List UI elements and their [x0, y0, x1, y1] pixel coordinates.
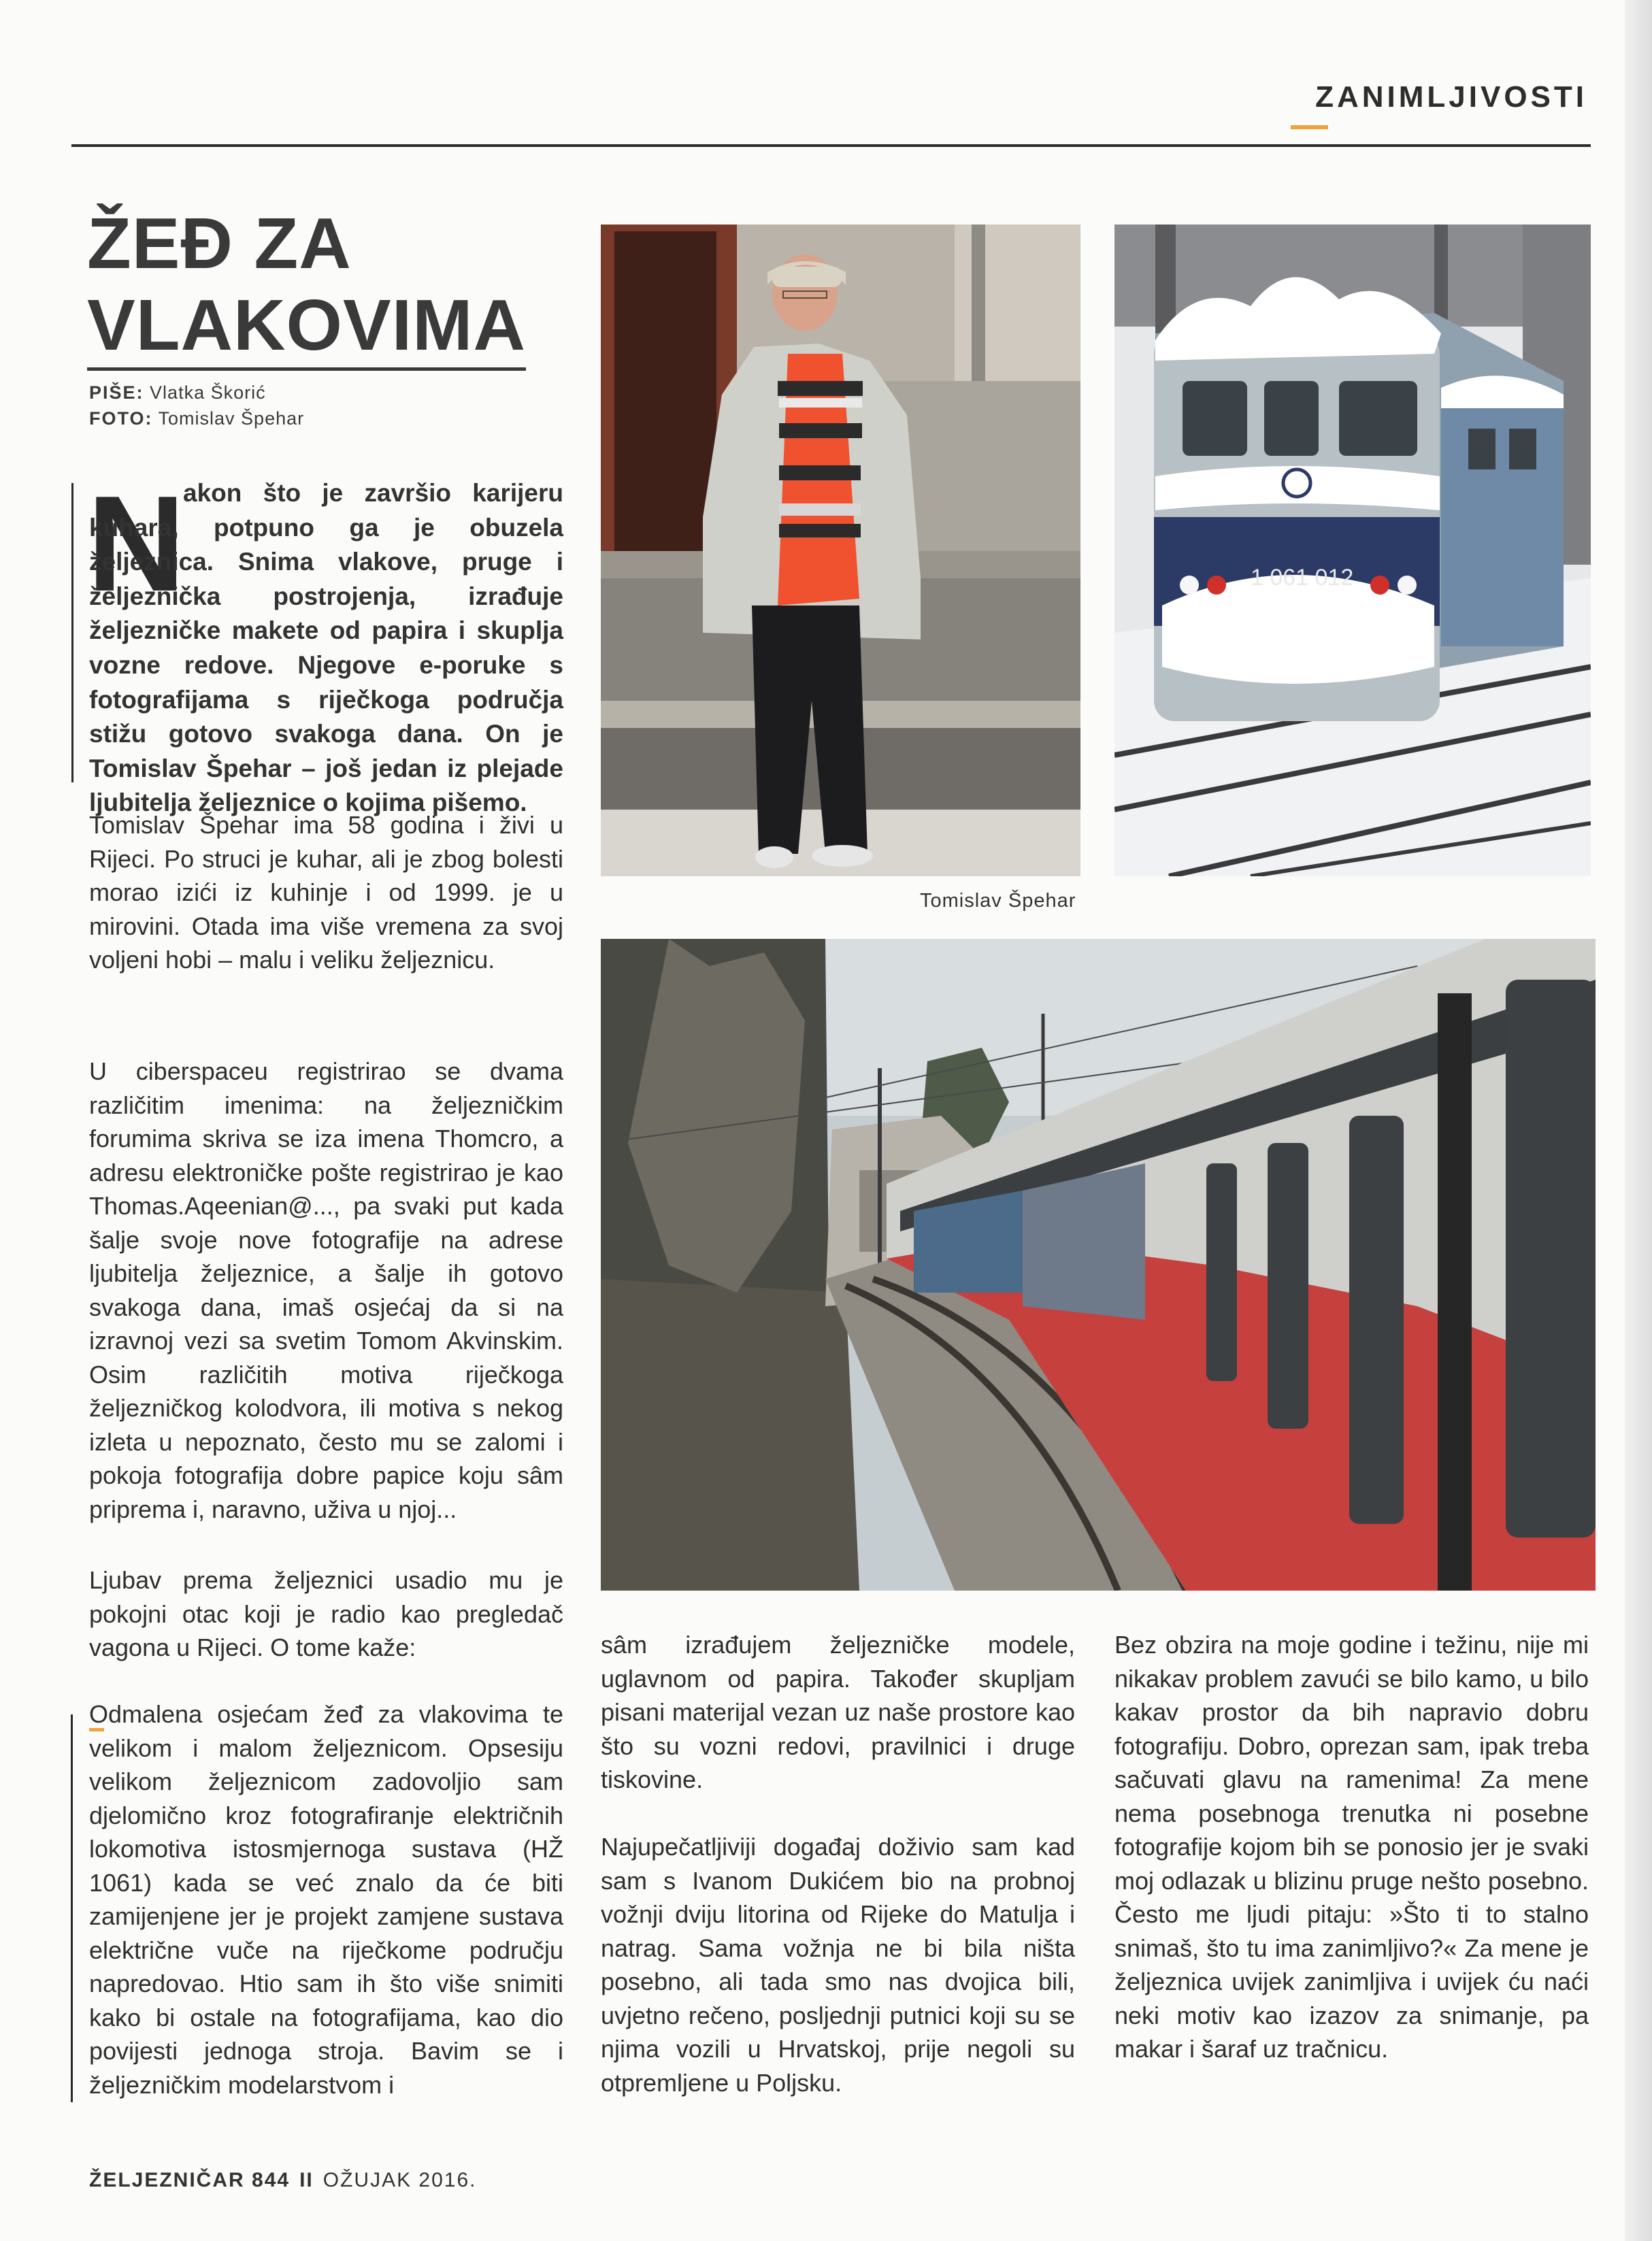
footer-separator: II — [299, 2169, 314, 2191]
train-photo — [601, 939, 1596, 1591]
author-label: PIŠE: — [89, 382, 144, 403]
lead-sidebar-line — [71, 483, 73, 782]
portrait-illustration — [601, 225, 1080, 876]
credits — [89, 380, 304, 431]
photographer-name: Tomislav Špehar — [158, 408, 305, 429]
author-name: Vlatka Škorić — [150, 382, 266, 403]
photo-credit — [89, 405, 304, 431]
section-label: ZANIMLJIVOSTI — [1315, 80, 1587, 114]
title-line-2: VLAKOVIMA — [87, 284, 526, 371]
title-line-1: ŽEĐ ZA — [87, 203, 352, 284]
article-title — [87, 203, 526, 371]
column-1-paragraph-3: Ljubav prema željeznici usadio mu je pokojni otac koji je radio kao pregledač vagona u Rijeci. O tome kaže: — [89, 1566, 563, 1661]
portrait-photo — [601, 225, 1080, 876]
lead-paragraph: akon što je završio karijeru kuhara, potpuno ga je obuzela željeznica. Snima vlakove, pruge i željeznička postrojenja, izrađuje željezničke makete od papira i skuplja vozne redove. Njegove e-poruke s fotografijama s riječkoga područja stižu gotovo svakoga dana. On je Tomislav Špehar – još jedan iz plejade ljubitelja željeznice o kojima pišemo. — [89, 479, 563, 817]
footer-magazine: ŽELJEZNIČAR 844 — [89, 2169, 291, 2191]
photo-caption: Tomislav Špehar — [920, 890, 1076, 912]
column-3-paragraph-1: Bez obzira na moje godine i težinu, nije mi nikakav problem zavući se bilo kamo, u bilo kakav prostor da bih napravio dobru fotografiju. Dobro, oprezan sam, ipak treba sačuvati glavu na ramenima! Za mene nema posebnoga trenutka ni posebne fotografije kojom bih se ponosio jer je svaki moj odlazak u blizinu pruge nešto posebno. Često me ljudi pitaju: »Što ti to stalno snimaš, što tu ima zanimljivo?« Za mene je željeznica uvijek zanimljiva i uvijek ću naći neki motiv kao izazov za snimanje, pa makar i šaraf uz tračnicu. — [1114, 1631, 1589, 2063]
page-footer — [89, 2169, 477, 2192]
quote-sidebar-line — [71, 1714, 73, 2102]
page-edge-shadow — [1625, 0, 1652, 2241]
footer-date: OŽUJAK 2016. — [323, 2169, 477, 2191]
header-rule — [71, 144, 1591, 147]
train-illustration — [601, 939, 1596, 1591]
drop-cap: N — [87, 468, 186, 620]
locomotive-photo — [1114, 225, 1591, 876]
locomotive-illustration — [1114, 225, 1591, 876]
author-credit — [89, 380, 304, 405]
column-1-paragraph-2: U ciberspaceu registrirao se dvama različitim imenima: na željezničkim forumima skriva se iza imena Thomcro, a adresu elektroničke pošte registrirao je kao Thomas.Aqeenian@..., pa svaki put kada šalje svoje nove fotografije na adrese ljubitelja željeznice, a šalje ih gotovo svakoga dana, imaš osjećaj da si na izravnoj vezi sa svetim Tomom Akvinskim. Osim različitih motiva riječkoga željezničkog kolodvora, ili motiva s nekog izleta u nepoznato, često mu se zalomi i pokoja fotografija dobre papice koju sâm priprema i, naravno, uživa u njoj... — [89, 1057, 563, 1523]
column-2-paragraph-1: sâm izrađujem željezničke modele, uglavnom od papira. Također skupljam pisani materijal vezan uz naše prostore kao što su vozni redovi, pravilnici i druge tiskovine. — [601, 1631, 1075, 1793]
section-accent-dash — [1291, 125, 1328, 129]
column-1-paragraph-1: Tomislav Špehar ima 58 godina i živi u Rijeci. Po struci je kuhar, ali je zbog bolesti morao izići iz kuhinje i od 1999. je u mirovini. Otada ima više vremena za svoj voljeni hobi – malu i veliku željeznicu. — [89, 811, 563, 974]
column-2-paragraph-2: Najupečatljiviji događaj doživio sam kad sam s Ivanom Dukićem bio na probnoj vožnji dviju litorina od Rijeke do Matulja i natrag. Sama vožnja ne bi bila ništa posebno, ali tada smo nas dvojica bili, uvjetno rečeno, posljednji putnici koji su se njima vozili u Hrvatskoj, prije negoli su otpremljene u Poljsku. — [601, 1833, 1075, 2097]
photo-label: FOTO: — [89, 408, 153, 429]
locomotive-number: 1 061 012 — [1251, 565, 1354, 591]
column-1-quote: Odmalena osjećam žeđ za vlakovima te velikom i malom željeznicom. Opsesiju velikom željeznicom zadovoljio sam djelomično kroz fotografiranje električnih lokomotiva istosmjernoga sustava (HŽ 1061) kada se već znalo da će biti zamijenjene jer je projekt zamjene sustava električne vuče na riječkome području napredovao. Htio sam ih što više snimiti kako bi ostale na fotografijama, kao dio povijesti jednoga stroja. Bavim se i željezničkim modelarstvom i — [89, 1700, 563, 2099]
